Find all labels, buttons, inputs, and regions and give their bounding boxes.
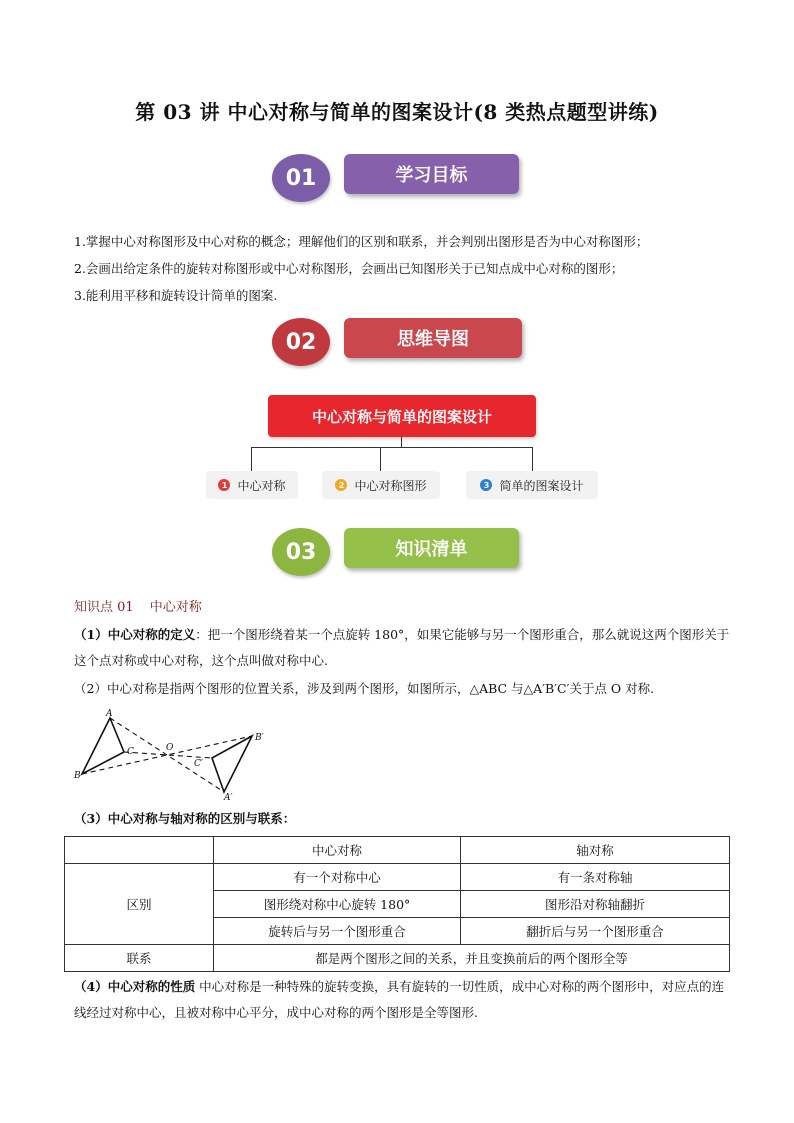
table-cell: 图形沿对称轴翻折 — [461, 891, 730, 918]
comparison-heading-text: （3）中心对称与轴对称的区别与联系： — [74, 811, 296, 826]
goal-item: 3.能利用平移和旋转设计简单的图案. — [74, 288, 278, 303]
table-row — [65, 837, 730, 864]
central-symmetry-figure — [72, 708, 272, 800]
comparison-table — [64, 836, 730, 972]
knowledge-point-title — [74, 596, 218, 615]
mindmap-connector — [401, 437, 402, 447]
section-number: 01 — [272, 154, 330, 202]
learning-goals — [74, 228, 734, 309]
table-cell: 有一个对称中心 — [214, 864, 461, 891]
definition-text: ：把一个图形绕着某一个点旋转 180°，如果它能够与另一个图形重合，那么就说这两个图形关于这个点对称或中心对称，这个点叫做对称中心. — [74, 627, 730, 668]
number-dot-icon: 3 — [480, 479, 492, 491]
section-number: 03 — [272, 528, 330, 576]
property-text: 中心对称是一种特殊的旋转变换，具有旋转的一切性质，成中心对称的两个图形中，对应点的连线经过对称中心，且被对称中心平分，成中心对称的两个图形是全等图形. — [74, 979, 725, 1020]
table-row-label: 联系 — [65, 945, 214, 972]
table-cell: 旋转后与另一个图形重合 — [214, 918, 461, 945]
goal-item: 2.会画出给定条件的旋转对称图形或中心对称图形，会画出已知图形关于已知点成中心对称的图形； — [74, 261, 624, 276]
table-header: 中心对称 — [214, 837, 461, 864]
label-A-prime: A′ — [224, 793, 233, 800]
table-row — [65, 945, 730, 972]
mindmap-connector — [532, 447, 533, 471]
knowledge-point-number: 知识点 01 — [74, 600, 134, 615]
page-title: 第 03 讲 中心对称与简单的图案设计(8 类热点题型讲练) — [135, 100, 659, 124]
mindmap-node-label: 简单的图案设计 — [499, 478, 584, 493]
label-C-prime: C′ — [194, 759, 203, 769]
table-cell: 都是两个图形之间的关系，并且变换前后的两个图形全等 — [214, 945, 730, 972]
table-row — [65, 864, 730, 891]
table-cell — [65, 837, 214, 864]
mindmap-node-1 — [206, 471, 298, 499]
label-A: A — [106, 709, 113, 719]
section-label: 学习目标 — [344, 154, 519, 194]
section-number: 02 — [272, 318, 330, 366]
label-B: B — [74, 771, 81, 781]
goal-item: 1.掌握中心对称图形及中心对称的概念；理解他们的区别和联系，并会判别出图形是否为中心对称图形； — [74, 234, 649, 249]
knowledge-point-name: 中心对称 — [149, 600, 202, 615]
mindmap-node-label: 中心对称 — [237, 478, 286, 493]
label-C: C — [127, 747, 134, 757]
mindmap-root: 中心对称与简单的图案设计 — [268, 395, 536, 437]
label-O: O — [166, 743, 174, 753]
relation-text: （2）中心对称是指两个图形的位置关系，涉及到两个图形，如图所示，△ABC 与△A′B′C′关于点 O 对称. — [74, 681, 655, 696]
property-paragraph — [74, 974, 734, 1026]
mindmap-connector — [251, 447, 252, 471]
definition-heading: （1）中心对称的定义 — [74, 627, 196, 642]
number-dot-icon: 2 — [335, 479, 347, 491]
mindmap-connector — [251, 447, 533, 448]
mindmap-node-3 — [466, 471, 598, 499]
comparison-heading — [74, 806, 734, 832]
mindmap-node-label: 中心对称图形 — [354, 478, 427, 493]
section-label: 思维导图 — [344, 318, 522, 358]
definition-paragraph — [74, 622, 734, 674]
section-label: 知识清单 — [344, 528, 519, 568]
mindmap-node-2 — [322, 471, 440, 499]
table-cell: 有一条对称轴 — [461, 864, 730, 891]
table-row-label: 区别 — [65, 864, 214, 945]
mindmap-connector — [380, 447, 381, 471]
table-cell: 图形绕对称中心旋转 180° — [214, 891, 461, 918]
table-header: 轴对称 — [461, 837, 730, 864]
table-cell: 翻折后与另一个图形重合 — [461, 918, 730, 945]
property-heading: （4）中心对称的性质 — [74, 979, 196, 994]
relation-paragraph — [74, 676, 734, 702]
label-B-prime: B′ — [255, 733, 264, 743]
number-dot-icon: 1 — [218, 479, 230, 491]
